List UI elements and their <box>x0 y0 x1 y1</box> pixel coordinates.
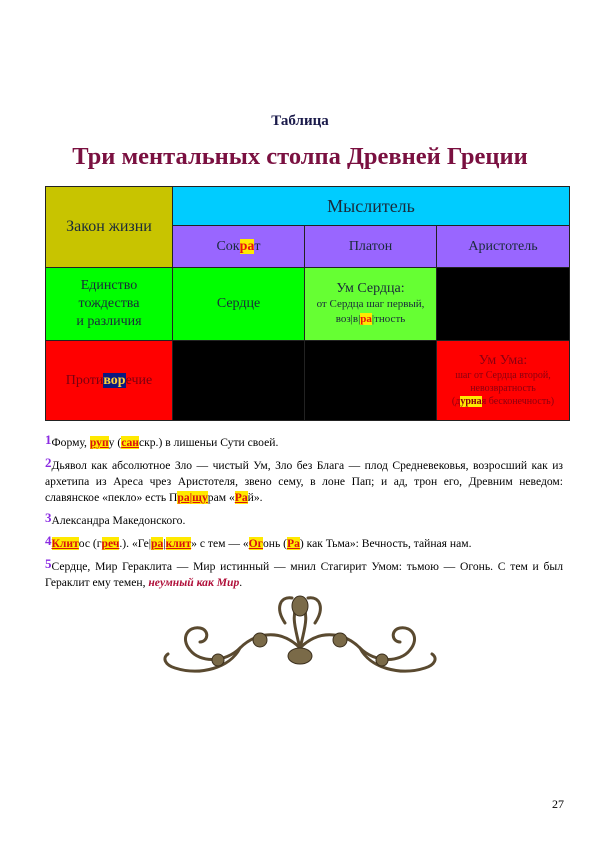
footnote-text: й». <box>247 491 263 504</box>
footnote-text: Дьявол как абсолютное Зло — чистый Ум, Зло без Блага — плод Средневековья, возросший как из архетипа из Ареса чрез Аристотеля, звено сему, в лоне Пап; и ад, трон его, Древним неведом: славянское «пекло» есть П <box>45 459 563 504</box>
footnote <box>45 510 563 529</box>
footnote-text: » с тем — « <box>191 537 249 550</box>
footnote-number: 5 <box>45 556 52 571</box>
highlighted-syllable: клит <box>165 537 192 550</box>
footnote <box>45 432 563 451</box>
footnote-text: у ( <box>108 436 122 449</box>
table-caption: Таблица <box>271 113 329 129</box>
plato-mind-of-heart: Ум Сердца: от Сердца шаг первый, воз|в|ра|тность <box>305 268 437 341</box>
footnote <box>45 533 563 552</box>
highlighted-syllable: Ог <box>248 537 263 550</box>
ornament-scroll-image <box>160 588 440 683</box>
footnote-text: Форму, <box>51 436 90 449</box>
highlighted-syllable: Клит <box>51 537 79 550</box>
footnote-number: 2 <box>45 455 52 470</box>
footnote-text: рам « <box>207 491 235 504</box>
footnote-number: 4 <box>45 533 52 548</box>
footnote-text: . <box>239 576 243 589</box>
highlighted-syllable: реч <box>101 537 120 550</box>
highlighted-syllable: ра|щу <box>177 491 208 504</box>
page-title: Три ментальных столпа Древней Греции <box>72 143 528 170</box>
footnote-text: ос (г <box>78 537 102 550</box>
footnote-text: Александра Македонского. <box>51 514 186 527</box>
law-header: Закон жизни <box>46 187 173 268</box>
page-number: 27 <box>552 797 564 811</box>
footnote-text: | <box>163 537 166 550</box>
footnote-text: онь ( <box>262 537 288 550</box>
empty-cell <box>173 341 305 421</box>
footnote-number: 1 <box>45 432 52 447</box>
footnotes <box>45 432 563 595</box>
aristotle-header: Аристотель <box>437 226 570 268</box>
law-unity: Единство тождества и различия <box>46 268 173 341</box>
empty-cell <box>437 268 570 341</box>
footnote-text: скр.) в лишеньи Сути своей. <box>138 436 279 449</box>
thinkers-table <box>45 186 570 421</box>
highlighted-syllable: сан <box>121 436 139 449</box>
law-contradiction: Противоречие <box>46 341 173 421</box>
footnote <box>45 455 563 506</box>
footnote-text: ) как Тьма»: Вечность, тайная нам. <box>299 537 472 550</box>
highlighted-syllable: Ра <box>287 537 300 550</box>
aristotle-mind-of-mind: Ум Ума: шаг от Сердца второй, невозвратность (дурная бесконечность) <box>437 341 570 421</box>
footnote-number: 3 <box>45 510 52 525</box>
socrates-header: Сократ <box>173 226 305 268</box>
footnote <box>45 556 563 591</box>
plato-header: Платон <box>305 226 437 268</box>
footnote-text: неумный как Мир <box>148 576 240 589</box>
thinker-header: Мыслитель <box>173 187 570 226</box>
socrates-heart: Сердце <box>173 268 305 341</box>
highlighted-syllable: руп <box>89 436 109 449</box>
empty-cell <box>305 341 437 421</box>
highlighted-syllable: Ра <box>234 491 248 504</box>
highlighted-syllable: ра <box>151 537 164 550</box>
footnote-text: Сердце, Мир Гераклита — Мир истинный — мнил Стагирит Умом: тьмою — Огонь. С тем и был Гераклит ему темен, <box>45 560 563 589</box>
footnote-text: .). «Ге| <box>119 537 152 550</box>
